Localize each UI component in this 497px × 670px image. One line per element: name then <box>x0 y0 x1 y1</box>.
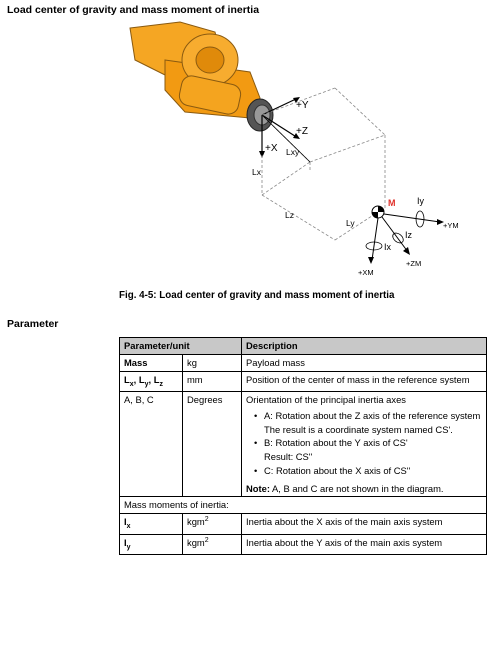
table-row-iy <box>120 534 487 555</box>
label-lx: Lx <box>252 167 261 177</box>
note-label: Note: <box>246 482 270 494</box>
figure-load-center-diagram <box>110 20 470 280</box>
arrow-head-xm <box>368 257 374 264</box>
figure-caption: Fig. 4-5: Load center of gravity and mass moment of inertia <box>119 290 395 301</box>
abc-a-result: The result is a coordinate system named CS'. <box>264 423 453 435</box>
ix-i: I <box>124 516 127 528</box>
label-y: +Y <box>296 100 309 111</box>
table-header-row <box>120 338 487 355</box>
label-xm: +XM <box>358 268 374 277</box>
l-x: L <box>124 373 130 385</box>
l-x-sub: x <box>129 380 134 388</box>
unit-lxyz: mm <box>183 371 242 392</box>
ix-sub: x <box>126 523 131 530</box>
ix-unit-sup: 2 <box>204 516 209 524</box>
list-item-c <box>256 465 482 477</box>
abc-list <box>246 410 482 477</box>
header-parameter-unit: Parameter/unit <box>120 338 242 355</box>
section-title: Load center of gravity and mass moment of inertia <box>7 4 260 16</box>
unit-ix <box>183 514 242 535</box>
dashed-reference-box <box>262 88 385 240</box>
table-row-ix <box>120 514 487 535</box>
desc-mass: Payload mass <box>242 354 487 371</box>
mass-center-symbol <box>372 206 384 218</box>
label-x: +X <box>265 143 278 154</box>
l-y: L <box>138 373 145 385</box>
unit-mass: kg <box>183 354 242 371</box>
abc-b: • B: Rotation about the Y axis of CS' <box>264 437 408 449</box>
table-row-lxyz <box>120 371 487 392</box>
desc-ix: Inertia about the X axis of the main axis system <box>242 514 487 535</box>
abc-intro: Orientation of the principal inertia axes <box>246 394 406 406</box>
label-lxy: Lxy <box>286 147 300 157</box>
label-lz: Lz <box>285 210 294 220</box>
abc-note <box>246 483 482 495</box>
table-row-moments-heading <box>120 497 487 514</box>
list-item-b <box>256 437 482 463</box>
robot-wrist-illustration <box>130 22 273 131</box>
l-z-sub: z <box>159 380 163 388</box>
abc-c: • C: Rotation about the X axis of CS'' <box>264 464 411 476</box>
label-ym: +YM <box>443 221 459 230</box>
label-zm: +ZM <box>406 259 422 268</box>
param-abc: A, B, C <box>120 392 183 497</box>
table-row-mass <box>120 354 487 371</box>
header-description: Description <box>242 338 487 355</box>
desc-iy: Inertia about the Y axis of the main axis system <box>242 534 487 555</box>
note-text: A, B and C are not shown in the diagram. <box>269 482 444 494</box>
param-iy <box>120 534 183 555</box>
label-iz: Iz <box>405 230 413 240</box>
parameter-table <box>119 337 487 555</box>
robot-joint-inner <box>196 47 224 73</box>
param-mass: Mass <box>120 354 183 371</box>
parameter-heading: Parameter <box>7 318 59 330</box>
l-y-sub: y <box>144 380 149 388</box>
iy-i: I <box>124 536 127 548</box>
param-ix <box>120 514 183 535</box>
abc-a: • A: Rotation about the Z axis of the reference system <box>264 409 481 421</box>
abc-b-result: Result: CS'' <box>264 451 313 463</box>
arrow-head-zm <box>403 247 410 255</box>
label-m: M <box>388 198 396 208</box>
iy-unit-sup: 2 <box>204 536 209 544</box>
ix-unit: kgm <box>187 516 205 528</box>
label-ly: Ly <box>346 218 355 228</box>
label-iy: Iy <box>417 196 425 206</box>
moments-heading: Mass moments of inertia: <box>120 497 487 514</box>
l-z: L <box>153 373 160 385</box>
param-lxyz <box>120 371 183 392</box>
table-row-abc <box>120 392 487 497</box>
unit-abc: Degrees <box>183 392 242 497</box>
label-ix: Ix <box>384 242 392 252</box>
sep-2: , <box>148 373 154 385</box>
iy-unit: kgm <box>187 536 205 548</box>
unit-iy <box>183 534 242 555</box>
list-item-a <box>256 410 482 436</box>
desc-lxyz: Position of the center of mass in the reference system <box>242 371 487 392</box>
iy-sub: y <box>126 543 131 551</box>
sep-1: , <box>133 373 139 385</box>
label-z: +Z <box>296 126 308 137</box>
desc-abc <box>242 392 487 497</box>
